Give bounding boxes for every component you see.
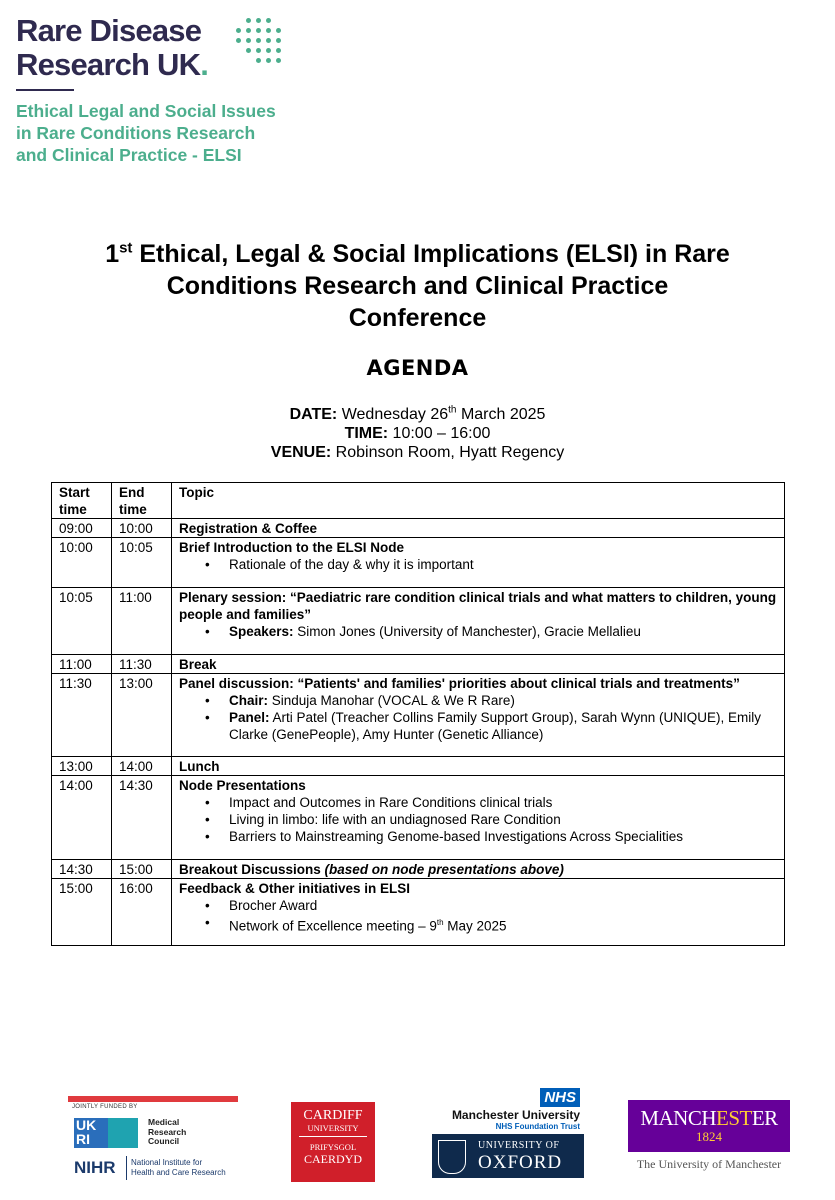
logo-dot	[266, 48, 271, 53]
list-item: • Living in limbo: life with an undiagnosed Rare Condition	[229, 811, 777, 828]
logo-dot	[276, 38, 281, 43]
header-topic: Topic	[172, 483, 785, 519]
list-item: • Brocher Award	[229, 897, 777, 914]
oxford-block: UNIVERSITY OF OXFORD	[432, 1134, 584, 1178]
table-row: 14:00 14:30 Node Presentations • Impact and Outcomes in Rare Conditions clinical trials • Living in limbo: life with an undiagnosed Rare Condition • Barriers to Mainstreaming Genome-based Investigations Across Specialities	[52, 776, 785, 860]
time-line: TIME: 10:00 – 16:00	[344, 425, 491, 442]
event-meta	[0, 405, 835, 462]
ukri-mark: UK RI	[76, 1117, 97, 1147]
logo-dots-icon	[236, 18, 286, 68]
table-row: 10:05 11:00 Plenary session: “Paediatric rare condition clinical trials and what matters to children, young people and families” • Speakers: Simon Jones (University of Manchester), Gracie Mellalieu	[52, 588, 785, 655]
logo-dot	[256, 38, 261, 43]
table-row: 11:00 11:30 Break	[52, 655, 785, 674]
elsi-subtitle: Ethical Legal and Social Issues in Rare Conditions Research and Clinical Practice - ELSI	[16, 101, 276, 165]
oxford-crest-icon	[438, 1140, 466, 1174]
list-item: • Rationale of the day & why it is important	[229, 556, 777, 573]
logo-dot	[246, 28, 251, 33]
venue-line: VENUE: Robinson Room, Hyatt Regency	[270, 444, 565, 461]
header-end: End time	[112, 483, 172, 519]
logo-dot	[236, 28, 241, 33]
logo-dot	[236, 38, 241, 43]
logo-divider	[16, 89, 74, 91]
logo-dot	[246, 18, 251, 23]
list-item: • Network of Excellence meeting – 9th May 2025	[229, 914, 777, 935]
logo-dot	[256, 48, 261, 53]
logo-dot	[246, 38, 251, 43]
university-of-manchester-logo: MANCHESTER 1824 The University of Manchester	[628, 1100, 790, 1180]
list-item: • Speakers: Simon Jones (University of Manchester), Gracie Mellalieu	[229, 623, 777, 640]
logo-dot	[256, 58, 261, 63]
rdruk-logo	[16, 14, 208, 82]
list-item: • Panel: Arti Patel (Treacher Collins Family Support Group), Sarah Wynn (UNIQUE), Emily Clarke (GenePeople), Amy Hunter (Genetic Alliance)	[229, 709, 777, 743]
logo-dot	[266, 28, 271, 33]
date-line: DATE: Wednesday 26th March 2025	[289, 404, 546, 423]
table-row: 13:00 14:00 Lunch	[52, 757, 785, 776]
logo-line-1: Rare Disease	[16, 13, 202, 48]
cardiff-logo: CARDIFF UNIVERSITY PRIFYSGOL CAERDYD	[291, 1102, 375, 1182]
list-item: • Impact and Outcomes in Rare Conditions clinical trials	[229, 794, 777, 811]
agenda-heading: AGENDA	[366, 356, 469, 380]
list-item: • Barriers to Mainstreaming Genome-based Investigations Across Specialities	[229, 828, 777, 845]
table-row: 15:00 16:00 Feedback & Other initiatives in ELSI • Brocher Award • Network of Excellence meeting – 9th May 2025	[52, 879, 785, 946]
agenda-table	[51, 482, 785, 946]
header-start: Start time	[52, 483, 112, 519]
table-row: 14:30 15:00 Breakout Discussions (based on node presentations above)	[52, 860, 785, 879]
table-header-row	[52, 483, 785, 519]
funder-logos	[0, 1088, 835, 1188]
table-row: 10:00 10:05 Brief Introduction to the ELSI Node • Rationale of the day & why it is important	[52, 538, 785, 588]
page-title: 1st Ethical, Legal & Social Implications (ELSI) in Rare Conditions Research and Clinical Practice Conference	[105, 239, 730, 332]
ukri-nihr-logo: JOINTLY FUNDED BY UK RI Medical Research Council NIHR National Institute for Health and Care Research	[68, 1096, 238, 1182]
logo-dot	[256, 28, 261, 33]
logo-dot	[276, 48, 281, 53]
logo-dot	[266, 18, 271, 23]
manchester-nhs-oxford-logo: NHS Manchester University NHS Foundation Trust UNIVERSITY OF OXFORD	[432, 1088, 584, 1178]
table-row: 09:00 10:00 Registration & Coffee	[52, 519, 785, 538]
logo-dot	[276, 58, 281, 63]
logo-dot	[256, 18, 261, 23]
list-item: • Chair: Sinduja Manohar (VOCAL & We R Rare)	[229, 692, 777, 709]
table-row: 11:30 13:00 Panel discussion: “Patients' and families' priorities about clinical trials and treatments” • Chair: Sinduja Manohar (VOCAL & We R Rare) • Panel: Arti Patel (Treacher Collins Family Support Group), Sarah Wynn (UNIQUE), Emily Clarke (GenePeople), Amy Hunter (Genetic Alliance)	[52, 674, 785, 757]
logo-line-2: Research UK.	[16, 47, 209, 82]
logo-dot	[266, 58, 271, 63]
logo-dot	[246, 48, 251, 53]
logo-dot	[266, 38, 271, 43]
logo-dot	[276, 28, 281, 33]
